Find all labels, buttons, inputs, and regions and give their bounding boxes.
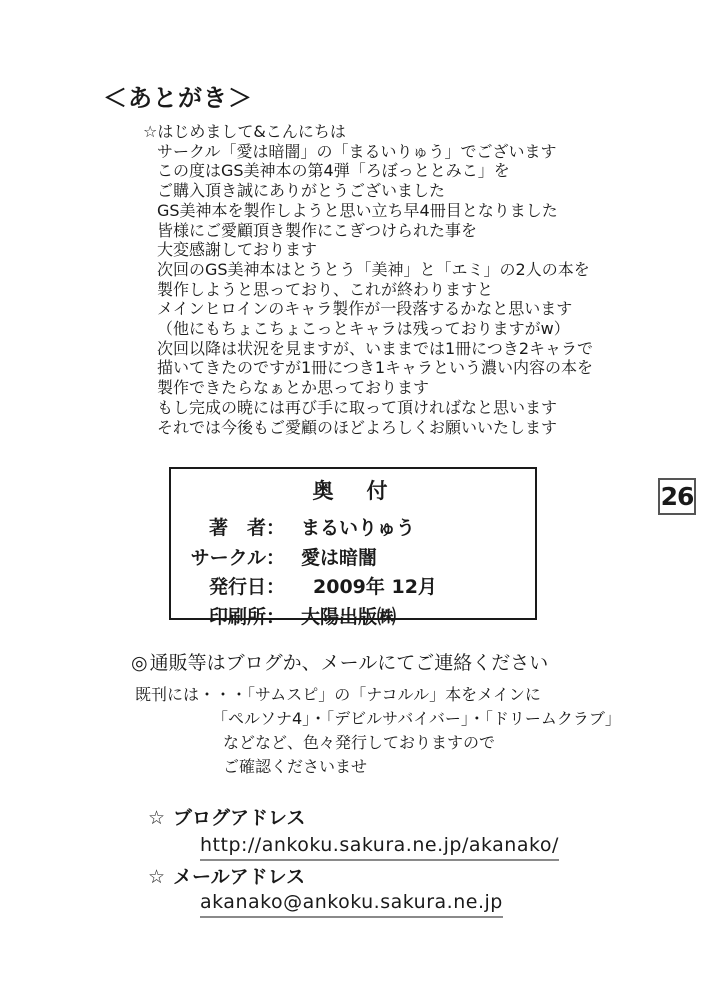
colophon-rows (171, 512, 535, 630)
afterword-line: この度はGS美神本の第4弾「ろぼっととみこ」を (157, 161, 510, 181)
back-catalog-note (135, 683, 621, 779)
afterword-line: 次回のGS美神本はとうとう「美神」と「エミ」の2人の本を (157, 259, 590, 279)
afterword-line: 製作できたらなぁとか思っております (157, 378, 430, 398)
back-catalog-line: などなど、色々発行しておりますので (223, 733, 496, 752)
colophon-row-printer (189, 601, 535, 631)
afterword-line: ☆はじめまして&こんにちは (143, 122, 346, 141)
star-icon: ☆ (148, 866, 166, 888)
colophon-box (169, 467, 537, 628)
colophon-label: サークル： (190, 546, 285, 569)
back-catalog-line: 「ペルソナ4」・「デビルサバイバー」・「ドリームクラブ」 (212, 709, 621, 728)
page-title: ＜あとがき＞ (103, 84, 253, 112)
colophon-row-author (189, 512, 535, 542)
colophon-value: 愛は暗闇 (301, 546, 378, 569)
star-icon: ☆ (148, 807, 166, 829)
mail-order-note-text: 通販等はブログか、メールにてご連絡ください (149, 652, 549, 674)
colophon-value: 大陽出版㈱ (301, 605, 397, 628)
afterword-line: 皆様にご愛顧頂き製作にこぎつけられた事を (157, 220, 478, 240)
back-catalog-line: 既刊には・・・「サムスピ」の「ナコルル」本をメインに (135, 685, 541, 704)
colophon-value: 2009年 12月 (313, 576, 437, 599)
afterword-line: もし完成の暁には再び手に取って頂ければなと思います (157, 397, 558, 417)
afterword-line: それでは今後もご愛顧のほどよろしくお願いいたします (157, 417, 558, 437)
colophon-value: まるいりゅう (301, 517, 416, 540)
blog-url: http://ankoku.sakura.ne.jp/akanako/ (200, 834, 559, 861)
afterword-line: ご購入頂き誠にありがとうございました (157, 181, 446, 201)
afterword-line: GS美神本を製作しようと思い立ち早4冊目となりました (157, 200, 558, 220)
page-number-badge: 26 (658, 478, 696, 515)
afterword-line: 大変感謝しております (157, 240, 318, 260)
blog-address-label: ブログアドレス (173, 807, 306, 829)
colophon-label: 著 者： (208, 517, 285, 540)
colophon-title: 奥 付 (312, 479, 394, 503)
afterword-line: （他にもちょこちょこっとキャラは残っておりますがw） (157, 319, 570, 339)
afterword-line: 次回以降は状況を見ますが、いままでは1冊につき2キャラで (157, 338, 594, 358)
mail-address-label: メールアドレス (173, 866, 306, 888)
colophon-row-circle (189, 542, 535, 572)
afterword-line: 描いてきたのですが1冊につき1キャラという濃い内容の本を (157, 358, 594, 378)
mail-order-note (131, 648, 548, 675)
colophon-row-publish-date (189, 571, 535, 601)
back-catalog-line: ご確認くださいませ (223, 757, 368, 776)
email-address: akanako@ankoku.sakura.ne.jp (200, 891, 503, 918)
mail-address-label-row (148, 862, 305, 889)
afterword-line: メインヒロインのキャラ製作が一段落するかなと思います (157, 299, 573, 319)
colophon-label: 発行日： (208, 576, 285, 599)
afterword-text-block (143, 122, 593, 437)
colophon-label: 印刷所： (208, 605, 285, 628)
afterword-line: サークル「愛は暗闇」の「まるいりゅう」でございます (157, 141, 557, 161)
blog-address-label-row (148, 803, 305, 830)
afterword-line: 製作しようと思っており、これが終わりますと (157, 279, 494, 299)
double-circle-icon: ◎ (131, 652, 148, 674)
